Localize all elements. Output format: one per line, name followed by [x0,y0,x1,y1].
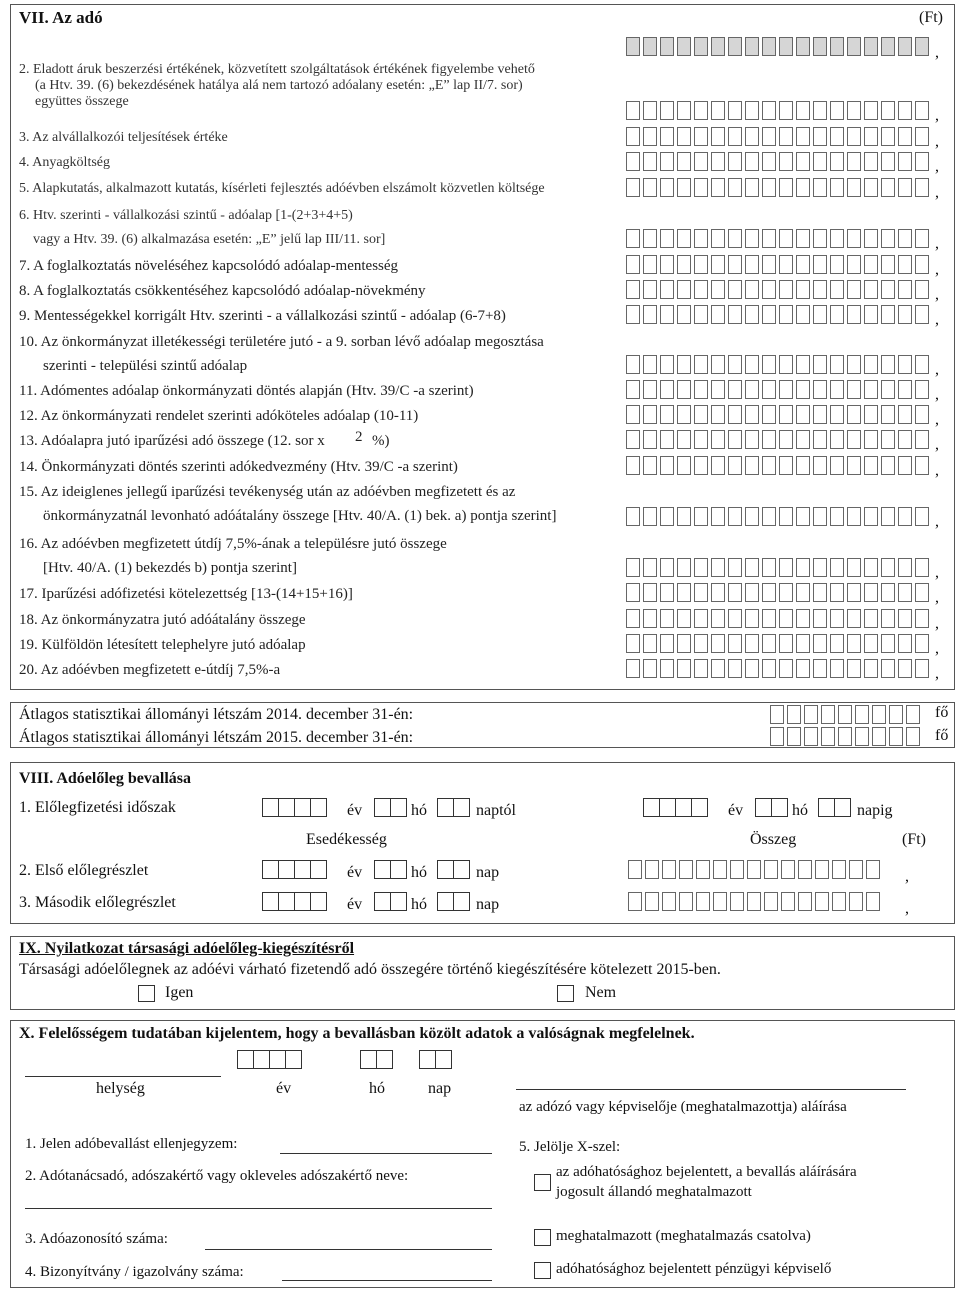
row-label-l1: 20. Az adóévben megfizetett e-útdíj 7,5%-a [19,662,281,678]
amount-comma: , [935,158,939,175]
amount-comma: , [935,513,939,530]
signature-label: az adózó vagy képviselője (meghatalmazottja) aláírása [519,1099,847,1115]
amount-cells[interactable] [626,380,929,399]
first-amount-cells[interactable] [628,860,880,879]
second-amount-cells[interactable] [628,892,880,911]
amount-comma: , [935,361,939,378]
period-from-year[interactable] [262,798,326,817]
period-label: 1. Előlegfizetési időszak [19,799,176,816]
tax-rate-value[interactable]: 2 [355,429,363,445]
row-label-l1: 15. Az ideiglenes jellegű iparűzési tevékenység után az adóévben megfizetett és az [19,484,516,500]
amount-cells[interactable] [626,229,929,248]
row-label-l1: 19. Külföldön létesített telephelyre jutó adóalap [19,637,306,653]
financial-representative-checkbox[interactable] [534,1262,551,1279]
permanent-representative-label-2: jogosult állandó meghatalmazott [556,1184,752,1200]
amount-cells[interactable] [626,305,929,324]
row-1-cells [626,37,929,56]
yes-label: Igen [165,984,194,1001]
row-label-l1: 7. A foglalkoztatás növeléséhez kapcsolódó adóalap-mentesség [19,258,399,274]
period-to-day-label: napig [857,802,893,819]
amount-comma: , [935,436,939,453]
amount-currency: (Ft) [902,831,926,848]
amount-comma: , [935,411,939,428]
currency-unit: (Ft) [919,9,943,26]
tax-id-label: 3. Adóazonosító száma: [25,1231,168,1247]
row-label-l1: 14. Önkormányzati döntés szerinti adókedvezmény (Htv. 39/C -a szerint) [19,459,458,475]
second-amount-comma: , [905,900,909,917]
amount-cells[interactable] [626,558,929,577]
period-from-month-label: hó [411,802,427,819]
countersign-label: 1. Jelen adóbevallást ellenjegyzem: [25,1136,238,1152]
period-from-year-label: év [347,802,363,819]
section-x-title: X. Felelősségem tudatában kijelentem, hogy a bevallásban közölt adatok a valóságnak megfelelnek. [19,1025,695,1042]
permanent-representative-checkbox[interactable] [534,1174,551,1191]
headcount-2014-cells[interactable] [770,705,920,724]
permanent-representative-label-1: az adóhatósághoz bejelentett, a bevallás aláírására [556,1164,857,1180]
second-due-month[interactable] [374,892,406,911]
first-amount-comma: , [905,868,909,885]
no-label: Nem [585,984,617,1001]
amount-comma: , [935,184,939,201]
row-label-l2: [Htv. 40/A. (1) bekezdés b) pontja szerint] [43,560,297,576]
amount-comma: , [935,462,939,479]
row-label-l1: 3. Az alvállalkozói teljesítések értéke [19,130,228,145]
amount-cells[interactable] [626,583,929,602]
row-label-l2: vagy a Htv. 39. (6) alkalmazása esetén: „E” jelű lap III/11. sor] [33,232,386,247]
first-installment-label: 2. Első előlegrészlet [19,862,149,879]
amount-cells[interactable] [626,255,929,274]
row-label-l1: 8. A foglalkoztatás csökkentéséhez kapcsolódó adóalap-növekmény [19,283,426,299]
advisor-name-line[interactable] [25,1208,492,1209]
amount-comma: , [935,261,939,278]
period-from-month[interactable] [374,798,406,817]
yes-checkbox[interactable] [138,985,155,1002]
no-checkbox[interactable] [557,985,574,1002]
second-due-day-label: nap [476,896,500,913]
period-to-month-label: hó [792,802,808,819]
second-due-year[interactable] [262,892,326,911]
row-label-l1: 11. Adómentes adóalap önkormányzati döntés alapján (Htv. 39/C -a szerint) [19,383,474,399]
amount-comma: , [935,665,939,682]
amount-cells[interactable] [626,507,929,526]
amount-cells[interactable] [626,405,929,424]
sign-month[interactable] [360,1050,392,1069]
second-due-month-label: hó [411,896,427,913]
amount-cells[interactable] [626,456,929,475]
amount-cells[interactable] [626,659,929,678]
headcount-2014-unit: fő [935,704,949,721]
section-ix-statement: Társasági adóelőlegnek az adóévi várható fizetendő adó összegére történő kiegészítésére kötelezett 2015-ben. [19,961,721,978]
period-to-year[interactable] [643,798,707,817]
mark-x-label: 5. Jelölje X-szel: [519,1139,621,1155]
financial-representative-label: adóhatósághoz bejelentett pénzügyi képviselő [556,1261,832,1277]
first-due-year[interactable] [262,860,326,879]
sign-year[interactable] [237,1050,301,1069]
period-to-month[interactable] [755,798,787,817]
row-label-l1: 17. Iparűzési adófizetési kötelezettség [13-(14+15+16)] [19,586,353,602]
certificate-label: 4. Bizonyítvány / igazolvány száma: [25,1264,244,1280]
tax-id-line[interactable] [205,1249,492,1250]
amount-comma: , [935,615,939,632]
row-label-l1: 2. Eladott áruk beszerzési értékének, közvetített szolgáltatások értékének figyelembe vehető [19,62,535,77]
amount-comma: , [935,640,939,657]
sign-day[interactable] [419,1050,451,1069]
amount-comma: , [935,133,939,150]
amount-header: Összeg [750,831,797,848]
signature-line[interactable] [516,1089,906,1090]
advisor-name-label: 2. Adótanácsadó, adószakértő vagy okleveles adószakértő neve: [25,1168,409,1184]
headcount-2014-label: Átlagos statisztikai állományi létszám 2014. december 31-én: [19,706,414,723]
period-from-day[interactable] [437,798,469,817]
first-due-month[interactable] [374,860,406,879]
amount-comma: , [935,107,939,124]
amount-cells[interactable] [626,152,929,171]
row-label-l1: 16. Az adóévben megfizetett útdíj 7,5%-ának a településre jutó összege [19,536,447,552]
first-due-month-label: hó [411,864,427,881]
section-ix-title: IX. Nyilatkozat társasági adóelőleg-kiegészítésről [19,940,355,957]
period-to-year-label: év [728,802,744,819]
amount-comma: , [935,235,939,252]
row-label-l2: szerinti - települési szintű adóalap [43,358,248,374]
amount-cells[interactable] [626,355,929,374]
amount-cells[interactable] [626,430,929,449]
sign-month-label: hó [369,1080,385,1097]
row-label-l2: önkormányzatnál levonható adóátalány összege [Htv. 40/A. (1) bek. a) pontja szerint] [43,508,557,524]
amount-cells[interactable] [626,609,929,628]
section-viii-title: VIII. Adóelőleg bevallása [19,770,192,787]
authorized-representative-label: meghatalmazott (meghatalmazás csatolva) [556,1228,811,1244]
second-due-year-label: év [347,896,363,913]
period-to-day[interactable] [818,798,850,817]
row-label-l1: 6. Htv. szerinti - vállalkozási szintű - adóalap [1-(2+3+4+5) [19,208,353,223]
amount-cells[interactable] [626,178,929,197]
row-label-l1: 13. Adóalapra jutó iparűzési adó összege (12. sor x [19,433,325,449]
row-label-l1: 5. Alapkutatás, alkalmazott kutatás, kísérleti fejlesztés adóévben elszámolt közvetlen költsége [19,181,545,196]
period-from-day-label: naptól [476,802,516,819]
headcount-2015-label: Átlagos statisztikai állományi létszám 2015. december 31-én: [19,729,414,746]
certificate-line[interactable] [282,1280,492,1281]
amount-comma: , [935,589,939,606]
first-due-year-label: év [347,864,363,881]
place-line[interactable] [25,1076,221,1077]
row-1-comma: , [935,44,939,61]
place-label: helység [96,1080,145,1097]
first-due-day-label: nap [476,864,500,881]
row-label-l1: 9. Mentességekkel korrigált Htv. szerinti - a vállalkozási szintű - adóalap (6-7+8) [19,308,506,324]
first-due-day[interactable] [437,860,469,879]
headcount-2015-cells[interactable] [770,727,920,746]
sign-day-label: nap [428,1080,452,1097]
due-date-header: Esedékesség [306,831,387,848]
amount-cells[interactable] [626,634,929,653]
row-label-l2: (a Htv. 39. (6) bekezdésének hatálya alá nem tartozó adóalany esetén: „E” lap II/7. sor) [35,78,523,93]
amount-comma: , [935,286,939,303]
amount-comma: , [935,564,939,581]
row-label-l1: 10. Az önkormányzat illetékességi területére jutó - a 9. sorban lévő adóalap megosztása [19,334,544,350]
amount-cells[interactable] [626,127,929,146]
amount-comma: , [935,386,939,403]
tax-rate-percent: %) [372,433,390,449]
amount-comma: , [935,311,939,328]
amount-cells[interactable] [626,101,929,120]
authorized-representative-checkbox[interactable] [534,1229,551,1246]
row-label-l1: 4. Anyagköltség [19,155,110,170]
row-label-l1: 12. Az önkormányzati rendelet szerinti adóköteles adóalap (10-11) [19,408,419,424]
row-label-l1: 18. Az önkormányzatra jutó adóátalány összege [19,612,306,628]
section-vii-title: VII. Az adó [19,8,103,27]
headcount-2015-unit: fő [935,727,949,744]
amount-cells[interactable] [626,280,929,299]
second-installment-label: 3. Második előlegrészlet [19,894,176,911]
sign-year-label: év [276,1080,292,1097]
row-label-l3: együttes összege [35,94,129,109]
countersign-line[interactable] [280,1153,492,1154]
second-due-day[interactable] [437,892,469,911]
